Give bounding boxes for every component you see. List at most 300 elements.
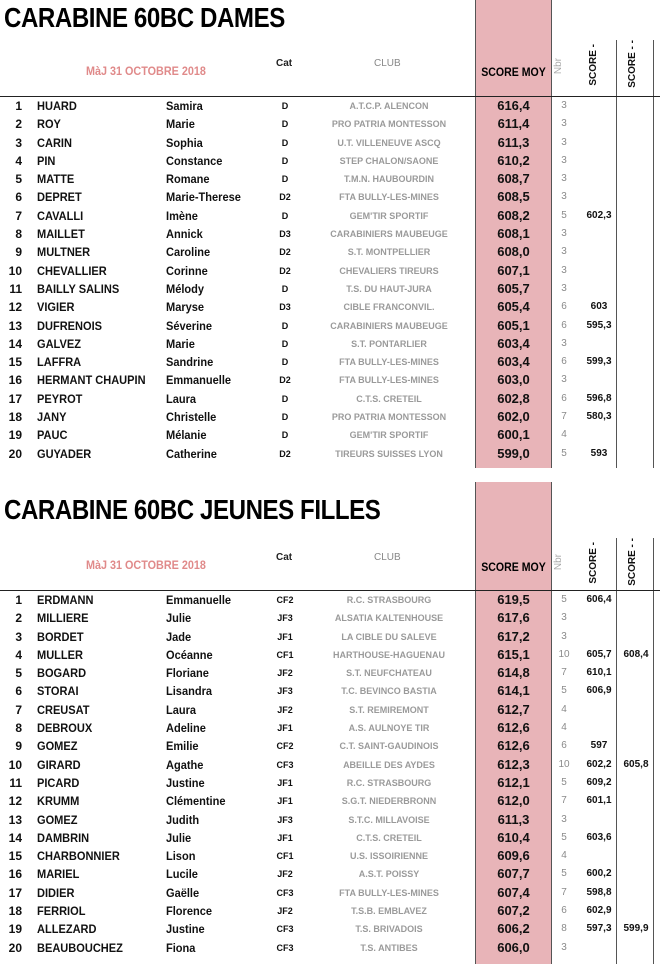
club-cell: S.T. REMIREMONT xyxy=(349,704,429,715)
last-name-cell: STORAI xyxy=(37,684,79,699)
score-moy-cell: 608,5 xyxy=(497,189,530,205)
first-name-cell: Emmanuelle xyxy=(166,593,232,607)
club-cell: CARABINIERS MAUBEUGE xyxy=(330,229,448,240)
club-cell: CIBLE FRANCONVIL. xyxy=(343,302,435,313)
rank-cell: 4 xyxy=(15,647,22,662)
table-row xyxy=(0,115,660,133)
nbr-cell: 8 xyxy=(561,923,567,935)
score-moy-cell: 611,4 xyxy=(497,116,530,132)
category-cell: D xyxy=(281,338,289,349)
last-name-cell: HERMANT CHAUPIN xyxy=(37,373,146,388)
rank-cell: 16 xyxy=(8,373,22,388)
last-name-cell: PAUC xyxy=(37,428,68,443)
table-row xyxy=(0,371,660,389)
category-cell: D xyxy=(281,430,289,441)
rank-cell: 5 xyxy=(15,666,22,681)
score-1-cell: 595,3 xyxy=(586,319,612,331)
section-dames xyxy=(0,0,660,468)
category-cell: CF3 xyxy=(276,942,294,953)
club-cell: PRO PATRIA MONTESSON xyxy=(331,412,447,423)
rank-cell: 17 xyxy=(8,391,22,406)
score-1-cell: 602,2 xyxy=(586,758,612,770)
category-cell: JF1 xyxy=(277,832,293,843)
rank-cell: 5 xyxy=(15,172,22,187)
first-name-cell: Caroline xyxy=(166,245,211,260)
score-1-cell: 606,9 xyxy=(586,685,612,697)
club-cell: U.S. ISSOIRIENNE xyxy=(349,851,429,862)
score-moy-cell: 612,0 xyxy=(497,793,530,809)
table-row xyxy=(0,591,660,609)
score-moy-cell: 602,8 xyxy=(497,390,530,406)
score-moy-cell: 600,1 xyxy=(497,427,530,443)
last-name-cell: DAMBRIN xyxy=(37,830,90,845)
last-name-cell: PEYROT xyxy=(37,391,83,406)
score-moy-cell: 616,4 xyxy=(497,98,530,113)
category-cell: D xyxy=(281,101,289,111)
category-cell: JF2 xyxy=(277,668,293,679)
table-row xyxy=(0,152,660,170)
category-cell: CF3 xyxy=(276,887,294,898)
last-name-cell: ERDMANN xyxy=(37,593,94,607)
rank-cell: 16 xyxy=(8,867,22,882)
category-cell: D2 xyxy=(279,247,291,258)
first-name-cell: Fiona xyxy=(166,940,196,955)
header-score-1: SCORE - xyxy=(588,542,599,584)
club-cell: PRO PATRIA MONTESSON xyxy=(331,119,447,130)
score-1-cell: 597,3 xyxy=(586,923,612,935)
last-name-cell: BOGARD xyxy=(37,666,87,681)
club-cell: S.T. NEUFCHATEAU xyxy=(346,668,432,679)
rank-cell: 3 xyxy=(15,629,22,644)
category-cell: D2 xyxy=(279,448,291,459)
club-cell: CHEVALIERS TIREURS xyxy=(339,265,439,276)
score-1-cell: 593 xyxy=(590,447,608,459)
nbr-cell: 3 xyxy=(561,173,567,185)
first-name-cell: Sandrine xyxy=(166,355,214,370)
nbr-cell: 3 xyxy=(561,374,567,386)
score-moy-cell: 607,1 xyxy=(497,262,530,278)
category-cell: CF3 xyxy=(276,924,294,935)
category-cell: D2 xyxy=(279,375,291,386)
first-name-cell: Jade xyxy=(166,629,192,644)
category-cell: CF1 xyxy=(276,649,294,660)
last-name-cell: DEPRET xyxy=(37,190,82,205)
table-row xyxy=(0,609,660,627)
first-name-cell: Christelle xyxy=(166,410,217,425)
header-score-1: SCORE - xyxy=(588,44,599,86)
header-club: CLUB xyxy=(374,552,401,563)
club-cell: HARTHOUSE-HAGUENAU xyxy=(333,649,445,660)
rank-cell: 20 xyxy=(8,940,22,955)
club-cell: T.S. ANTIBES xyxy=(360,942,418,953)
last-name-cell: DUFRENOIS xyxy=(37,318,103,333)
score-1-cell: 605,7 xyxy=(586,648,612,660)
category-cell: D xyxy=(281,357,289,368)
category-cell: CF2 xyxy=(276,595,294,605)
table-row xyxy=(0,298,660,316)
club-cell: FTA BULLY-LES-MINES xyxy=(339,375,439,386)
score-moy-cell: 606,0 xyxy=(497,939,530,955)
club-cell: ALSATIA KALTENHOUSE xyxy=(334,613,444,624)
nbr-cell: 3 xyxy=(561,282,567,294)
club-cell: T.C. BEVINCO BASTIA xyxy=(341,686,437,697)
nbr-cell: 5 xyxy=(561,868,567,880)
club-cell: S.G.T. NIEDERBRONN xyxy=(341,796,437,807)
header-club: CLUB xyxy=(374,58,401,69)
rank-cell: 10 xyxy=(8,263,22,278)
rank-cell: 12 xyxy=(8,794,22,809)
club-cell: S.T. PONTARLIER xyxy=(351,338,427,349)
last-name-cell: MARIEL xyxy=(37,867,80,882)
first-name-cell: Adeline xyxy=(166,721,206,736)
header-cat: Cat xyxy=(276,552,293,563)
category-cell: JF3 xyxy=(277,686,293,697)
rank-cell: 14 xyxy=(8,336,22,351)
table-row xyxy=(0,811,660,829)
rank-cell: 19 xyxy=(8,922,22,937)
rank-cell: 18 xyxy=(8,904,22,919)
nbr-cell: 7 xyxy=(561,795,567,807)
table-row xyxy=(0,628,660,646)
last-name-cell: KRUMM xyxy=(37,794,80,809)
nbr-cell: 5 xyxy=(561,776,567,788)
score-moy-cell: 605,4 xyxy=(497,299,530,315)
club-cell: R.C. STRASBOURG xyxy=(346,595,432,605)
category-cell: D xyxy=(281,137,289,148)
rank-cell: 1 xyxy=(15,593,22,607)
rank-cell: 8 xyxy=(15,721,22,736)
category-cell: JF2 xyxy=(277,704,293,715)
first-name-cell: Marie xyxy=(166,117,195,132)
nbr-cell: 10 xyxy=(558,648,570,660)
table-row xyxy=(0,939,660,957)
nbr-cell: 4 xyxy=(561,703,567,715)
table-row xyxy=(0,829,660,847)
score-moy-cell: 612,1 xyxy=(497,774,530,790)
score-moy-cell: 612,6 xyxy=(497,738,530,754)
rank-cell: 11 xyxy=(9,775,22,790)
first-name-cell: Constance xyxy=(166,153,223,168)
club-cell: TIREURS SUISSES LYON xyxy=(335,448,443,459)
rank-cell: 19 xyxy=(8,428,22,443)
table-row xyxy=(0,701,660,719)
first-name-cell: Laura xyxy=(166,391,197,406)
club-cell: C.T.S. CRETEIL xyxy=(356,393,422,404)
update-date: MàJ 31 OCTOBRE 2018 xyxy=(86,64,206,78)
club-cell: T.S. BRIVADOIS xyxy=(355,924,423,935)
table-row xyxy=(0,280,660,298)
rank-cell: 10 xyxy=(8,757,22,772)
table-row xyxy=(0,97,660,115)
last-name-cell: BORDET xyxy=(37,629,84,644)
section-title: CARABINE 60BC DAMES xyxy=(4,2,285,33)
table-row xyxy=(0,664,660,682)
club-cell: CARABINIERS MAUBEUGE xyxy=(330,320,448,331)
score-moy-cell: 603,0 xyxy=(497,372,530,388)
table-row xyxy=(0,719,660,737)
first-name-cell: Emmanuelle xyxy=(166,373,232,388)
score-moy-cell: 615,1 xyxy=(497,646,530,662)
last-name-cell: PIN xyxy=(37,153,56,168)
rank-cell: 13 xyxy=(8,318,22,333)
rank-cell: 15 xyxy=(8,849,22,864)
first-name-cell: Clémentine xyxy=(166,794,226,809)
score-moy-cell: 612,7 xyxy=(497,701,530,717)
table-row xyxy=(0,207,660,225)
first-name-cell: Gaëlle xyxy=(166,885,200,900)
first-name-cell: Annick xyxy=(166,227,203,242)
club-cell: T.S.B. EMBLAVEZ xyxy=(351,906,427,917)
score-moy-cell: 607,7 xyxy=(497,866,530,882)
club-cell: FTA BULLY-LES-MINES xyxy=(339,192,439,203)
category-cell: JF1 xyxy=(277,777,293,788)
nbr-cell: 4 xyxy=(561,429,567,441)
table-row xyxy=(0,335,660,353)
score-moy-cell: 612,3 xyxy=(497,756,530,772)
last-name-cell: CHEVALLIER xyxy=(37,263,107,278)
score-moy-cell: 602,0 xyxy=(497,409,530,425)
score-2-cell: 608,4 xyxy=(623,648,649,660)
club-cell: S.T. MONTPELLIER xyxy=(347,247,431,258)
score-moy-cell: 614,1 xyxy=(497,683,530,699)
first-name-cell: Océanne xyxy=(166,647,213,662)
club-cell: A.S. AULNOYE TIR xyxy=(348,723,430,734)
table-row xyxy=(0,756,660,774)
last-name-cell: MATTE xyxy=(37,172,75,187)
table-row xyxy=(0,390,660,408)
rank-cell: 11 xyxy=(9,281,22,296)
nbr-cell: 6 xyxy=(561,905,567,917)
section-jeunes-filles xyxy=(0,482,660,964)
nbr-cell: 3 xyxy=(561,264,567,276)
category-cell: D2 xyxy=(279,192,291,203)
nbr-cell: 3 xyxy=(561,630,567,642)
rank-cell: 2 xyxy=(15,611,22,626)
score-1-cell: 610,1 xyxy=(586,667,612,679)
category-cell: JF1 xyxy=(277,796,293,807)
table-row xyxy=(0,920,660,938)
table-row xyxy=(0,170,660,188)
score-1-cell: 580,3 xyxy=(586,411,612,423)
rank-cell: 6 xyxy=(15,190,22,205)
table-row xyxy=(0,847,660,865)
last-name-cell: MULTNER xyxy=(37,245,91,260)
rank-cell: 9 xyxy=(15,739,22,754)
last-name-cell: VIGIER xyxy=(37,300,75,315)
club-cell: A.S.T. POISSY xyxy=(358,869,420,880)
first-name-cell: Justine xyxy=(166,922,205,937)
nbr-cell: 3 xyxy=(561,813,567,825)
club-cell: STEP CHALON/SAONE xyxy=(339,155,439,166)
first-name-cell: Imène xyxy=(166,208,198,223)
header-nbr: Nbr xyxy=(553,58,564,75)
header-score-2: SCORE - - xyxy=(627,40,638,88)
category-cell: D xyxy=(281,155,289,166)
category-cell: D xyxy=(281,412,289,423)
club-cell: FTA BULLY-LES-MINES xyxy=(339,357,439,368)
first-name-cell: Séverine xyxy=(166,318,213,333)
club-cell: A.T.C.P. ALENCON xyxy=(349,101,429,111)
score-1-cell: 597 xyxy=(590,740,608,752)
last-name-cell: GOMEZ xyxy=(37,812,78,827)
category-cell: JF2 xyxy=(277,906,293,917)
category-cell: D xyxy=(281,210,289,221)
score-1-cell: 599,3 xyxy=(586,356,612,368)
score-moy-cell: 607,2 xyxy=(497,903,530,919)
club-cell: C.T. SAINT-GAUDINOIS xyxy=(339,741,439,752)
score-1-cell: 603 xyxy=(590,301,608,313)
last-name-cell: JANY xyxy=(37,410,67,425)
club-cell: S.T.C. MILLAVOISE xyxy=(348,814,430,825)
table-row xyxy=(0,682,660,700)
last-name-cell: BEAUBOUCHEZ xyxy=(37,940,123,955)
last-name-cell: MAILLET xyxy=(37,227,85,242)
nbr-cell: 3 xyxy=(561,228,567,240)
nbr-cell: 5 xyxy=(561,831,567,843)
last-name-cell: FERRIOL xyxy=(37,904,86,919)
ranking-table-jeunes-filles xyxy=(0,591,660,957)
score-1-cell: 602,3 xyxy=(586,209,612,221)
first-name-cell: Sophia xyxy=(166,135,203,150)
score-moy-cell: 617,2 xyxy=(497,628,530,644)
category-cell: CF1 xyxy=(276,851,294,862)
rank-cell: 20 xyxy=(8,446,22,461)
last-name-cell: BAILLY SALINS xyxy=(37,281,120,296)
rank-cell: 8 xyxy=(15,227,22,242)
score-2-cell: 605,8 xyxy=(623,758,649,770)
first-name-cell: Floriane xyxy=(166,666,209,681)
header-cat: Cat xyxy=(276,58,293,69)
club-cell: U.T. VILLENEUVE ASCQ xyxy=(337,137,441,148)
score-1-cell: 606,4 xyxy=(586,594,612,605)
last-name-cell: PICARD xyxy=(37,775,80,790)
rank-cell: 17 xyxy=(8,885,22,900)
nbr-cell: 3 xyxy=(561,337,567,349)
first-name-cell: Catherine xyxy=(166,446,217,461)
category-cell: D xyxy=(281,320,289,331)
last-name-cell: ROY xyxy=(37,117,61,132)
nbr-cell: 6 xyxy=(561,319,567,331)
table-row xyxy=(0,408,660,426)
table-row xyxy=(0,774,660,792)
nbr-cell: 6 xyxy=(561,301,567,313)
category-cell: D xyxy=(281,119,289,130)
score-1-cell: 598,8 xyxy=(586,886,612,898)
last-name-cell: CHARBONNIER xyxy=(37,849,120,864)
last-name-cell: CREUSAT xyxy=(37,702,90,717)
last-name-cell: DIDIER xyxy=(37,885,75,900)
score-1-cell: 602,9 xyxy=(586,905,612,917)
table-row xyxy=(0,445,660,463)
club-cell: LA CIBLE DU SALEVE xyxy=(341,631,437,642)
last-name-cell: DEBROUX xyxy=(37,721,93,736)
score-1-cell: 600,2 xyxy=(586,868,612,880)
category-cell: JF1 xyxy=(277,631,293,642)
nbr-cell: 4 xyxy=(561,850,567,862)
nbr-cell: 3 xyxy=(561,246,567,258)
score-1-cell: 596,8 xyxy=(586,392,612,404)
table-row xyxy=(0,426,660,444)
last-name-cell: GOMEZ xyxy=(37,739,78,754)
rank-cell: 18 xyxy=(8,410,22,425)
score-1-cell: 609,2 xyxy=(586,776,612,788)
nbr-cell: 6 xyxy=(561,740,567,752)
header-nbr: Nbr xyxy=(553,554,564,571)
nbr-cell: 5 xyxy=(561,209,567,221)
first-name-cell: Marie-Therese xyxy=(166,190,241,205)
score-moy-cell: 611,3 xyxy=(497,134,530,150)
score-moy-cell: 610,4 xyxy=(497,829,530,845)
club-cell: C.T.S. CRETEIL xyxy=(356,832,422,843)
last-name-cell: CARIN xyxy=(37,135,72,150)
table-row xyxy=(0,737,660,755)
rank-cell: 7 xyxy=(15,208,22,223)
club-cell: R.C. STRASBOURG xyxy=(346,777,432,788)
table-row xyxy=(0,262,660,280)
table-row xyxy=(0,243,660,261)
rank-cell: 15 xyxy=(8,355,22,370)
nbr-cell: 10 xyxy=(558,758,570,770)
club-cell: T.S. DU HAUT-JURA xyxy=(346,283,432,294)
first-name-cell: Julie xyxy=(166,830,192,845)
category-cell: D3 xyxy=(279,229,291,240)
table-row xyxy=(0,902,660,920)
first-name-cell: Corinne xyxy=(166,263,208,278)
score-1-cell: 601,1 xyxy=(586,795,612,807)
nbr-cell: 7 xyxy=(561,411,567,423)
table-row xyxy=(0,792,660,810)
nbr-cell: 3 xyxy=(561,118,567,130)
table-row xyxy=(0,225,660,243)
header-score-moy: SCORE MOY xyxy=(481,560,546,574)
category-cell: JF3 xyxy=(277,613,293,624)
first-name-cell: Lucile xyxy=(166,867,198,882)
category-cell: JF1 xyxy=(277,723,293,734)
score-moy-cell: 611,3 xyxy=(497,811,530,827)
first-name-cell: Emilie xyxy=(166,739,199,754)
club-cell: GEM'TIR SPORTIF xyxy=(349,210,429,221)
rank-cell: 12 xyxy=(8,300,22,315)
score-moy-cell: 609,6 xyxy=(497,848,530,864)
nbr-cell: 5 xyxy=(561,447,567,459)
category-cell: JF3 xyxy=(277,814,293,825)
nbr-cell: 3 xyxy=(561,100,567,111)
nbr-cell: 6 xyxy=(561,356,567,368)
rank-cell: 4 xyxy=(15,153,22,168)
score-moy-cell: 605,7 xyxy=(497,280,530,296)
rank-cell: 2 xyxy=(15,117,22,132)
score-moy-cell: 612,6 xyxy=(497,720,530,736)
nbr-cell: 7 xyxy=(561,667,567,679)
last-name-cell: GALVEZ xyxy=(37,336,81,351)
first-name-cell: Agathe xyxy=(166,757,204,772)
score-moy-cell: 603,4 xyxy=(497,354,530,370)
rank-cell: 6 xyxy=(15,684,22,699)
nbr-cell: 3 xyxy=(561,154,567,166)
table-row xyxy=(0,884,660,902)
nbr-cell: 6 xyxy=(561,392,567,404)
first-name-cell: Samira xyxy=(166,99,203,113)
table-row xyxy=(0,317,660,335)
table-row xyxy=(0,134,660,152)
ranking-table-dames xyxy=(0,97,660,463)
score-moy-cell: 608,1 xyxy=(497,226,530,242)
nbr-cell: 3 xyxy=(561,191,567,203)
score-moy-cell: 606,2 xyxy=(497,921,530,937)
last-name-cell: GUYADER xyxy=(37,446,92,461)
club-cell: GEM'TIR SPORTIF xyxy=(349,430,429,441)
last-name-cell: MILLIERE xyxy=(37,611,89,626)
